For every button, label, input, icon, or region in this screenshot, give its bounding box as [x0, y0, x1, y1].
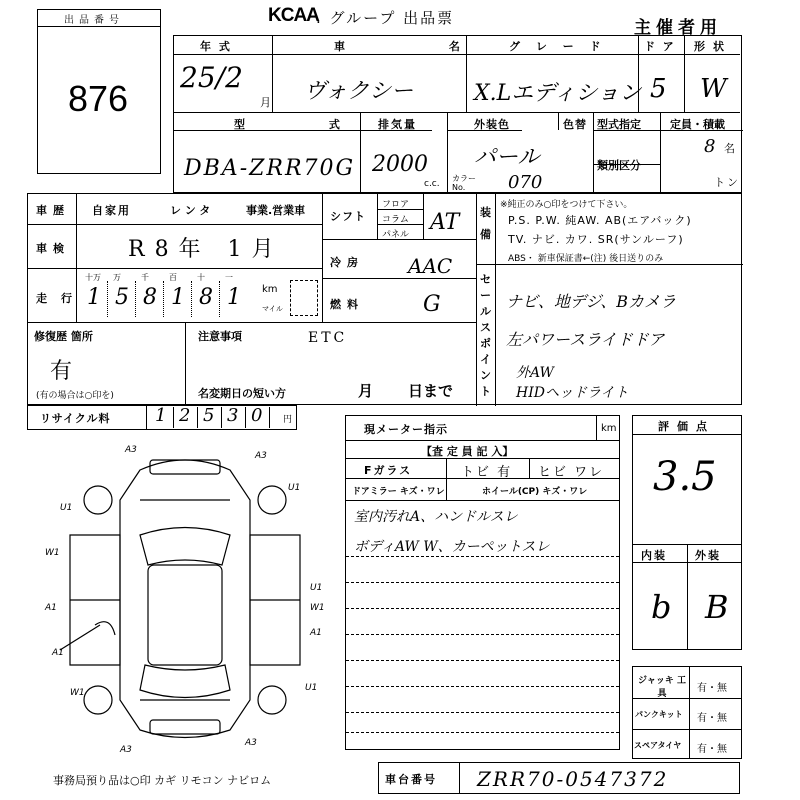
door-value: 5 [650, 74, 667, 104]
remark-1: 室内汚れA、ハンドルスレ [354, 509, 518, 525]
repair-value: 有 [50, 359, 73, 384]
score-label: 評価点 [658, 420, 715, 433]
mirror-label: ドアミラー キズ・ワレ [352, 487, 445, 497]
equipment-note: ※純正のみ○印をつけて下さい。 [500, 200, 633, 210]
mark-u1-right2: U1 [310, 583, 323, 593]
displacement-label: 排気量 [378, 118, 417, 131]
fuel-value: G [423, 292, 441, 317]
glass-chip: トビ 有 [461, 465, 513, 480]
recycle-digit-0: 1 [155, 405, 167, 426]
mark-w1-left: W1 [45, 548, 60, 558]
vehicle-table [173, 35, 742, 193]
mileage-digit-1: 5 [115, 285, 129, 310]
displacement-unit: c.c. [424, 179, 440, 189]
mark-a1-left: A1 [45, 603, 57, 613]
mileage-unit-2: 千 [141, 273, 149, 282]
deadline-label: 名変期日の短い方 [198, 387, 286, 400]
mileage-unit-3: 百 [169, 273, 177, 282]
recycle-unit: 円 [283, 415, 293, 425]
mark-a3-top2: A3 [255, 451, 267, 461]
km-unit: km [262, 284, 278, 295]
meter-unit: km [601, 423, 617, 434]
mileage-digit-5: 1 [227, 285, 241, 310]
repair-label: 修復歴 箇所 [34, 330, 93, 343]
score-value: 3.5 [653, 454, 717, 500]
lot-number: 876 [68, 78, 129, 119]
color-label: 外装色 [474, 118, 510, 131]
capacity-value: 8 [704, 136, 716, 157]
mark-u1-left: U1 [60, 503, 73, 513]
shape-label: 形状 [694, 40, 732, 53]
notes-value: ETC [308, 330, 348, 346]
name-label: 車 名 [334, 40, 510, 53]
mileage-digit-4: 8 [199, 285, 213, 310]
mileage-unit-0: 十万 [85, 273, 101, 282]
shift-label: シフト [330, 210, 366, 223]
lot-label: 出品番号 [64, 15, 124, 26]
shift-floor: フロア [382, 200, 410, 210]
meter-label: 現メーター指示 [364, 423, 448, 436]
chassis-value: ZRR70-0547372 [477, 767, 669, 791]
mileage-digit-0: 1 [87, 285, 101, 310]
recycle-digit-1: 2 [179, 405, 191, 426]
model-value: DBA-ZRR70G [184, 156, 356, 181]
class-label: 類別区分 [597, 159, 641, 172]
ac-value: AAC [408, 254, 453, 278]
form-designation-label: 型式指定 [597, 118, 641, 131]
puncture-label: パンクキット [635, 710, 683, 719]
interior-value: b [651, 588, 672, 626]
notes-label: 注意事項 [198, 330, 242, 343]
form-title: . グループ 出品票 [316, 9, 455, 27]
chassis-box [378, 762, 740, 794]
sales-point-3: 外AW [516, 365, 554, 381]
equipment-label: 装備 [480, 206, 491, 241]
color-no-label: カラー No. [452, 174, 476, 192]
fuel-label: 燃料 [330, 298, 364, 311]
glass-label: Fガラス [364, 464, 413, 477]
deadline-month: 月 [358, 382, 374, 400]
load-unit: トン [714, 176, 740, 189]
shift-column: コラム [382, 215, 409, 225]
recycle-label: リサイクル料 [40, 412, 111, 425]
office-note: 事務局預り品は○印 カギ リモコン ナビロム [53, 774, 272, 787]
equipment-line2: TV. ナビ. カワ. SR(サンルーフ) [508, 233, 684, 246]
car-damage-diagram [40, 440, 330, 760]
mileage-unit-5: 一 [225, 273, 233, 282]
mark-a3-top: A3 [125, 445, 137, 455]
recycle-digit-3: 3 [227, 405, 239, 426]
color-change-label: 色替 [563, 118, 587, 131]
ac-label: 冷房 [330, 256, 364, 269]
organizer-label: 主催者用 [634, 18, 722, 38]
shape-value: W [700, 74, 727, 104]
mileage-digit-3: 1 [171, 285, 185, 310]
grade-value: X.Lエディション [474, 81, 642, 106]
grade-label: グ レ ー ド [509, 40, 607, 53]
mark-w1-left2: W1 [70, 688, 85, 698]
sales-point-label: セールスポイント [480, 273, 491, 398]
mile-unit: マイル [262, 305, 283, 313]
history-rental: レンタ [170, 204, 215, 217]
mark-a3-bottom2: A3 [245, 738, 257, 748]
color-no-value: 070 [508, 172, 543, 193]
repair-note: (有の場合は○印を) [36, 391, 114, 401]
sales-point-2: 左パワースライドドア [506, 330, 665, 349]
mileage-label: 走行 [36, 292, 86, 305]
shift-panel: パネル [382, 230, 410, 240]
brand-logo: KCAA [268, 5, 319, 26]
recycle-digit-4: 0 [251, 405, 263, 426]
mark-a1-left2: A1 [52, 648, 64, 658]
year-label: 年 式 [200, 40, 232, 53]
spare-option: 有・無 [697, 744, 727, 755]
inspector-heading: 【査 定 員 記 入】 [421, 445, 514, 458]
mark-a3-bottom: A3 [120, 745, 132, 755]
wheel-label: ホイール(CP) キズ・ワレ [482, 487, 588, 497]
mileage-unit-1: 万 [113, 273, 121, 282]
jack-label: ジャッキ 工具 [638, 676, 686, 699]
tools-box [632, 666, 742, 759]
recycle-digit-2: 5 [203, 405, 215, 426]
shaken-value: R8年 1月 [128, 237, 284, 262]
lot-number-box [37, 9, 161, 174]
glass-crack: ヒビ ワレ [538, 465, 605, 480]
sales-point-4: HIDヘッドライト [516, 385, 629, 401]
history-private: 自家用 [92, 204, 131, 217]
exterior-label: 外装 [695, 549, 721, 562]
equipment-line3: ABS・ 新車保証書←(注) 後日送りのみ [508, 254, 664, 264]
mark-w1-right: W1 [310, 603, 325, 613]
mark-u1-right: U1 [288, 483, 301, 493]
door-label: ドア [644, 40, 682, 53]
history-label: 車歴 [36, 204, 70, 217]
inspection-box [345, 415, 620, 750]
displacement-value: 2000 [372, 152, 428, 177]
equipment-line1: P.S. P.W. 純AW. AB(エアバック) [508, 214, 692, 227]
shaken-label: 車検 [36, 242, 70, 255]
puncture-option: 有・無 [697, 713, 727, 724]
capacity-unit: 名 [724, 142, 737, 155]
month-unit: 月 [260, 96, 273, 109]
sales-point-1: ナビ、地デジ、Bカメラ [506, 292, 676, 311]
history-business: 事業.営業車 [246, 204, 306, 217]
car-name-value: ヴォクシー [304, 79, 414, 104]
score-box [632, 415, 742, 650]
mileage-unit-4: 十 [197, 273, 205, 282]
model-label: 型 式 [234, 118, 380, 131]
interior-label: 内装 [641, 549, 667, 562]
spare-label: スペアタイヤ [634, 741, 682, 750]
exterior-value: B [705, 588, 729, 626]
capacity-label: 定員・積載 [670, 118, 725, 131]
remark-2: ボディAW W、カーペットスレ [354, 539, 550, 555]
shift-value: AT [430, 210, 460, 235]
mark-a1-right: A1 [310, 628, 322, 638]
deadline-day: 日まで [408, 382, 454, 400]
jack-option: 有・無 [697, 683, 727, 694]
color-value: パール [474, 145, 540, 170]
chassis-label: 車台番号 [385, 773, 437, 786]
year-value: 25/2 [180, 61, 243, 94]
mark-u1-right3: U1 [305, 683, 318, 693]
mileage-digit-2: 8 [143, 285, 157, 310]
